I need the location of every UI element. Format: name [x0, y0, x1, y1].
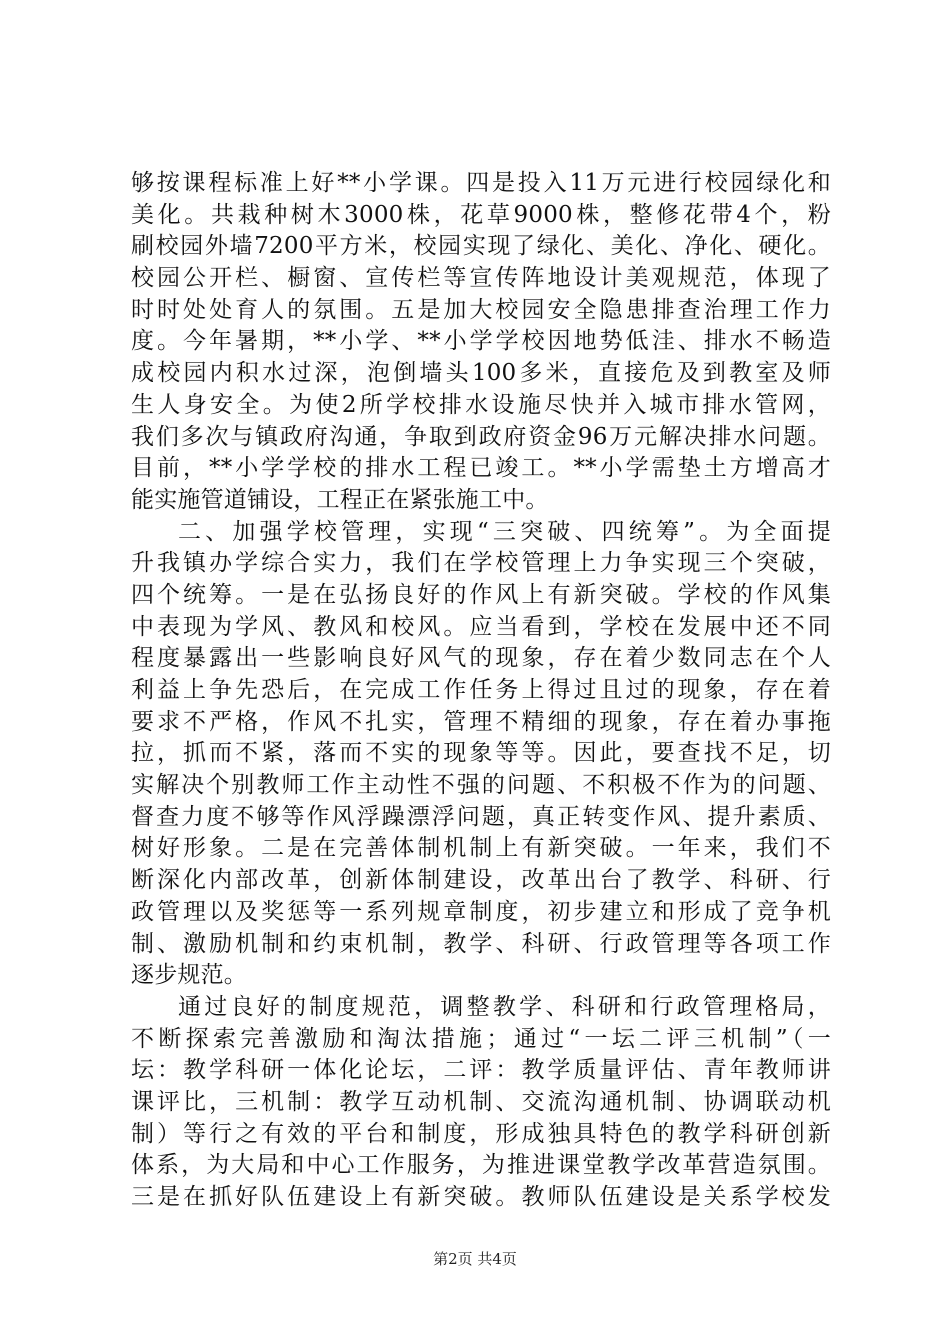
text-line: 树好形象。二是在完善体制机制上有新突破。一年来，我们不 [131, 835, 831, 862]
text-line: 刷校园外墙7200平方米，校园实现了绿化、美化、净化、硬化。 [131, 233, 831, 260]
paragraph-first-line: 通过良好的制度规范，调整教学、科研和行政管理格局， [178, 993, 831, 1020]
text-line: 中表现为学风、教风和校风。应当看到，学校在发展中还不同 [131, 613, 831, 640]
text-line: 生人身安全。为使2所学校排水设施尽快并入城市排水管网， [131, 391, 831, 418]
text-line: 时时处处育人的氛围。五是加大校园安全隐患排查治理工作力 [131, 296, 831, 323]
text-line: 美化。共栽种树木3000株，花草9000株，整修花带4个，粉 [131, 201, 831, 228]
text-line: 课评比，三机制：教学互动机制、交流沟通机制、协调联动机 [131, 1088, 831, 1115]
text-line: 逐步规范。 [131, 962, 247, 989]
text-line: 拉，抓而不紧，落而不实的现象等等。因此，要查找不足，切 [131, 740, 831, 767]
paragraph-first-line: 二、加强学校管理，实现“三突破、四统筹”。为全面提 [178, 518, 831, 545]
text-line: 制）等行之有效的平台和制度，形成独具特色的教学科研创新 [131, 1120, 831, 1147]
text-line: 够按课程标准上好**小学课。四是投入11万元进行校园绿化和 [131, 170, 831, 196]
body-text [131, 168, 831, 1214]
text-line: 度。今年暑期，**小学、**小学学校因地势低洼、排水不畅造 [131, 328, 831, 355]
text-line: 要求不严格，作风不扎实，管理不精细的现象，存在着办事拖 [131, 708, 831, 735]
text-line: 目前，**小学学校的排水工程已竣工。**小学需垫土方增高才 [131, 455, 831, 482]
text-line: 程度暴露出一些影响良好风气的现象，存在着少数同志在个人 [131, 645, 831, 672]
text-line: 成校园内积水过深，泡倒墙头100多米，直接危及到教室及师 [131, 360, 831, 387]
text-line: 利益上争先恐后，在完成工作任务上得过且过的现象，存在着 [131, 677, 831, 703]
text-line: 坛：教学科研一体化论坛，二评：教学质量评估、青年教师讲 [131, 1057, 831, 1084]
text-line: 体系，为大局和中心工作服务，为推进课堂教学改革营造氛围。 [131, 1152, 831, 1179]
text-line: 制、激励机制和约束机制，教学、科研、行政管理等各项工作 [131, 930, 831, 957]
text-line: 不断探索完善激励和淘汰措施；通过“一坛二评三机制”（一 [131, 1025, 831, 1052]
text-line: 实解决个别教师工作主动性不强的问题、不积极不作为的问题、 [131, 772, 831, 799]
text-line: 能实施管道铺设，工程正在紧张施工中。 [131, 486, 549, 513]
text-line: 升我镇办学综合实力，我们在学校管理上力争实现三个突破， [131, 550, 831, 577]
text-line: 四个统筹。一是在弘扬良好的作风上有新突破。学校的作风集 [131, 581, 831, 608]
text-line: 断深化内部改革，创新体制建设，改革出台了教学、科研、行 [131, 867, 831, 894]
page-number-footer: 第2页 共4页 [433, 1250, 517, 1268]
text-line: 督查力度不够等作风浮躁漂浮问题，真正转变作风、提升素质、 [131, 803, 831, 830]
text-line: 三是在抓好队伍建设上有新突破。教师队伍建设是关系学校发 [131, 1184, 831, 1210]
text-line: 校园公开栏、橱窗、宣传栏等宣传阵地设计美观规范，体现了 [131, 265, 831, 292]
text-line: 我们多次与镇政府沟通，争取到政府资金96万元解决排水问题。 [131, 423, 831, 450]
text-line: 政管理以及奖惩等一系列规章制度，初步建立和形成了竞争机 [131, 898, 831, 925]
